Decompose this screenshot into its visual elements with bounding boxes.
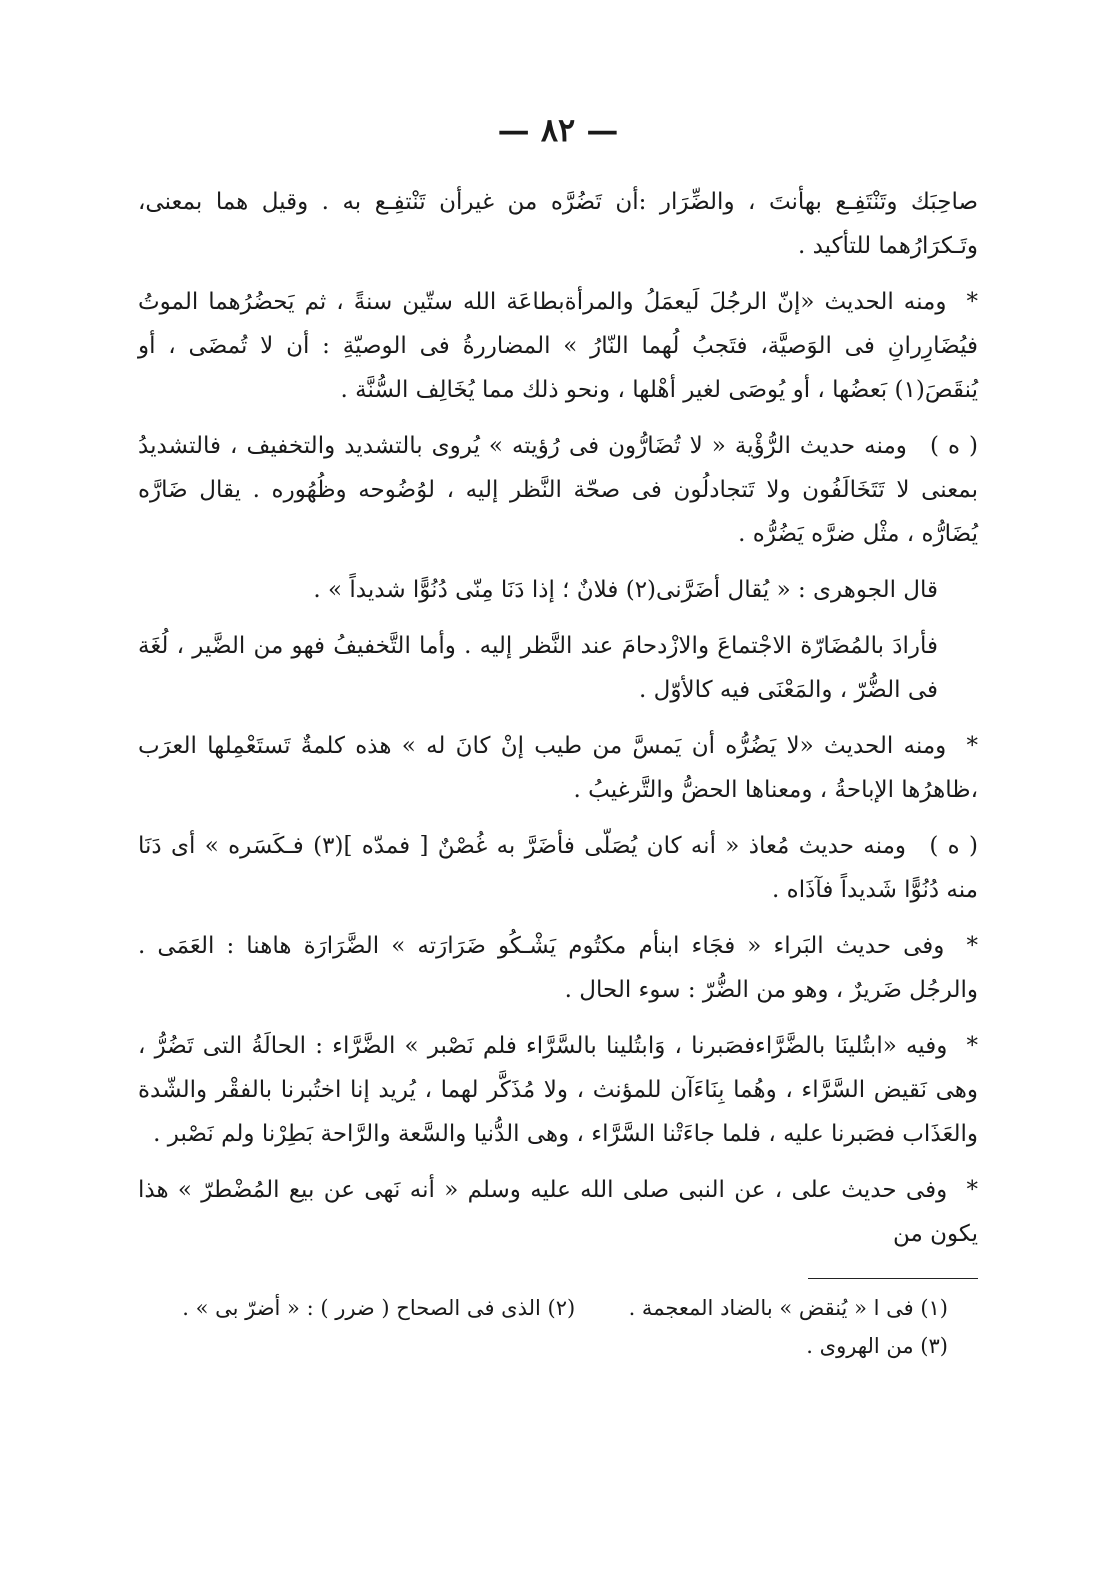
paragraph-text: ومنه الحديث «إنّ الرجُلَ لَيعمَلُ والمرأةبطاعَة الله ستّين سنةً ، ثم يَحضُرُهما الموتُ فيُضَارِرانِ فى الوَصيَّة، فتَجبُ لُهما النّارُ » المضاررةُ فى الوصيّةِ : أن لا تُمضَى ، أو يُنقَصَ(١) بَعضُها ، أو يُوصَى لغير أهْلها ، ونحو ذلك مما يُخَالِف السُّنَّة .	[138, 289, 979, 403]
paragraph-5	[138, 624, 978, 712]
paragraph-text: قال الجوهرى : « يُقال أضَرَّنى(٢) فلانٌ ؛ إذا دَنَا مِنّى دُنُوًّا شديداً » .	[313, 577, 938, 603]
footnote-line-2	[138, 1327, 948, 1365]
paragraph-text: وفيه «ابتُلينَا بالضَّرَّاءفصَبرنا ، وَابتُلينا بالسَّرَّاء فلم نَصْبر » الضَّرَّاء : الحالَةُ التى تَضُرُّ ، وهى نَقيض السَّرَّاء ، وهُما بِنَاءَآن للمؤنث ، ولا مُذَكَّر لهما ، يُريد إنا اختُبرنا بالفقْر والشّدة والعَذَاب فصَبرنا عليه ، فلما جاءَتْنا السَّرَّاء ، وهى الدُّنيا والسَّعة والرَّاحة بَطِرْنا ولم نَصْبر .	[138, 1033, 978, 1147]
entry-marker: ( ه )	[929, 433, 979, 459]
entry-marker: *	[966, 289, 978, 315]
footnote-2: (٢) الذى فى الصحاح ( ضرر ) : « أضرّ بى » .	[182, 1296, 576, 1320]
paragraph-2	[138, 280, 978, 412]
footnotes	[138, 1289, 978, 1365]
paragraph-8	[138, 924, 978, 1012]
footnote-1: (١) فى ا « يُنقض » بالضاد المعجمة .	[628, 1296, 948, 1320]
footnote-line-1	[138, 1289, 948, 1327]
paragraph-text: وفى حديث البَراء « فجَاء ابنأم مكتُوم يَشْـكُو ضَرَارَته » الضَّرَارَة هاهنا : العَمَى . والرجُل ضَريرٌ ، وهو من الضُّرّ : سوء الحال .	[138, 933, 978, 1003]
paragraph-10	[138, 1168, 978, 1256]
document-page	[138, 110, 978, 1530]
paragraph-3	[138, 424, 978, 556]
paragraph-text: ومنه حديث مُعاذ « أنه كان يُصَلّى فأضَرَّ به غُصْنٌ [ فمدّه ](٣) فـكَسَره » أى دَنَا منه دُنُوًّا شَديداً فآذَاه .	[138, 833, 978, 903]
paragraph-text: ومنه الحديث «لا يَضُرُّه أن يَمسَّ من طيب إنْ كانَ له » هذه كلمةٌ تَستَعْمِلها العرَب ،ظاهرُها الإباحةُ ، ومعناها الحضُّ والتَّرغيبُ .	[138, 733, 978, 803]
footnote-divider	[808, 1278, 978, 1279]
paragraph-9	[138, 1024, 978, 1156]
entry-marker: ( ه )	[929, 833, 979, 859]
paragraph-text: صاحِبَك وتَنْتَفِـع بهأنتَ ، والضِّرَار :أن تَضُرَّه من غيرأن تَنْتفِـع به . وقيل هما بمعنى، وتَـكرَارُهما للتأكيد .	[138, 189, 978, 259]
entry-marker: *	[966, 1177, 979, 1203]
paragraph-text: ومنه حديث الرُّؤْية « لا تُضَارُّون فى رُؤيته » يُروى بالتشديد والتخفيف ، فالتشديدُ بمعنى لا تَتَخَالَفُون ولا تَتجادلُون فى صحّة النَّظر إليه ، لوُضُوحه وظُهُوره . يقال ضَارَّه يُضَارُّه ، مثْل ضرَّه يَضُرُّه .	[138, 433, 978, 547]
paragraph-text: فأرادَ بالمُضَارّة الاجْتماعَ والازْدحامَ عند النَّظر إليه . وأما التَّخفيفُ فهو من الضَّير ، لُغَة فى الضُّرّ ، والمَعْنَى فيه كالأوّل .	[138, 633, 938, 703]
paragraph-4	[138, 568, 978, 612]
entry-marker: *	[966, 933, 979, 959]
page-number: — ٨٢ —	[497, 111, 619, 149]
paragraph-1	[138, 180, 978, 268]
paragraph-text: وفى حديث على ، عن النبى صلى الله عليه وسلم « أنه نَهى عن بيع المُضْطرّ » هذا يكون من	[138, 1177, 978, 1247]
paragraph-6	[138, 724, 978, 812]
entry-marker: *	[966, 1033, 978, 1059]
paragraph-7	[138, 824, 978, 912]
footnote-3: (٣) من الهروى .	[806, 1334, 948, 1358]
entry-marker: *	[966, 733, 978, 759]
main-text	[138, 180, 978, 1256]
